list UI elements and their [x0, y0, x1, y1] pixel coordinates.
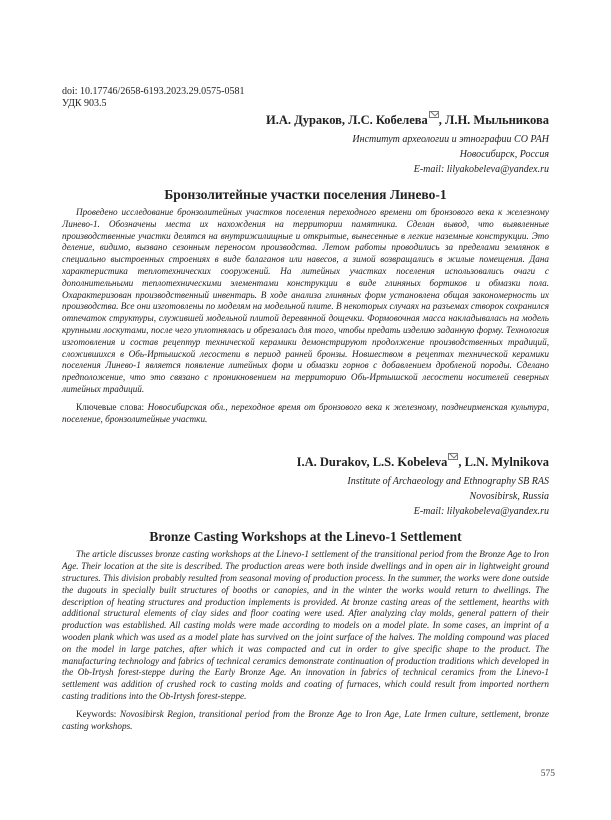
affiliation-en [62, 474, 549, 519]
envelope-icon[interactable] [429, 111, 439, 118]
keywords-text: Novosibirsk Region, transitional period from the Bronze Age to Iron Age, Late Irmen culture, settlement, bronze casting workshops. [62, 708, 549, 731]
authors-en [62, 455, 549, 470]
doi: doi: 10.17746/2658-6193.2023.29.0575-0581 [62, 86, 245, 97]
authors-ru [62, 113, 549, 128]
abstract-en: The article discusses bronze casting workshops at the Linevo-1 settlement of the transitional period from the Bronze Age to Iron Age. Their location at the site is described. The production areas were both inside dwellings and in open air in lightweight ground structures. This division probably resulted from seasonal moving of production process. In the summer, the works were done outside the dugouts in specially built structures of booths or canopies, and in the winter the works would return to dwellings. The description of heating structures and production implements is provided. At bronze casting areas of the settlement, hearths with additional structural elements of clay sides and floor coating were used. After analyzing clay molds, general pattern of their production was established. All casting molds were made according to models on a model plate. In some cases, an imprint of a wooden plank which was used as a model plate has survived on the joint surface of the halves. The molding compound was placed on the model in large patches, after which it was compacted and cut in order to give specific shape to the product. The manufacturing technology and fabrics of technical ceramics demonstrate continuation of production traditions which developed in the Ob-Irtysh forest-steppe during the Early Bronze Age. An innovation in fabrics of technical ceramics from the Linevo-1 settlement was addition of crushed rock to casting molds and coating of furnaces, which could result from imported northern casting traditions into the Ob-Irtysh forest-steppe. [62, 549, 549, 701]
authors-ru-first: И.А. Дураков, Л.С. Кобелева [266, 113, 428, 127]
institute: Institute of Archaeology and Ethnography SB RAS [347, 476, 549, 488]
page-number: 575 [540, 769, 555, 780]
authors-ru-last: , Л.Н. Мыльникова [438, 113, 549, 127]
keywords-ru [62, 402, 549, 426]
authors-en-first: I.A. Durakov, L.S. Kobeleva [296, 455, 448, 470]
abstract-ru: Проведено исследование бронзолитейных участков поселения переходного времени от бронзового века к железному Линево-1. Обозначены места их нахождения на территории памятника. Сделан вывод, что выявленные производственные участки делятся на внутрижилищные и открытые, вынесенные в легкие наземные конструкции. Это деление, видимо, вызвано сезонным переносом производства. Летом работы проводились за пределами землянок в специально выстроенных строениях в виде балаганов или навесов, а зимой возвращались в жилые помещения. Дана характеристика теплотехнических сооружений. На литейных участках поселения использовались очаги с дополнительными теплотехническими элементами конструкции в виде глиняных бортиков и обмазки пола. Охарактеризован производственный инвентарь. В ходе анализа глиняных форм установлена общая закономерность их производства. Все они изготовлены по моделям на модельной плите. В некоторых случаях на разъемах створок сохранился отпечаток структуры, служившей модельной плитой деревянной дощечки. Формовочная масса накладывалась на модель крупными лоскутами, после чего уплотнялась и обрезалась для того, чтобы предать изделию заданную форму. Технология изготовления и состав рецептур технической керамики демонстрируют продолжение производственных традиций, сложившихся в Обь-Иртышской лесостепи в период ранней бронзы. Новшеством в рецептах технической керамики поселения Линево-1 является появление литейных форм и обмазки горнов с добавлением дробленой породы. Сделано предположение, что это связано с проникновением на территорию Обь-Иртышской лесостепи носителей северных литейных традиций. [62, 207, 549, 394]
keywords-text: Новосибирская обл., переходное время от бронзового века к железному, позднеирменская культура, поселение, бронзолитейные участки. [62, 401, 549, 424]
keywords-label: Keywords: [76, 708, 120, 719]
english-section [62, 455, 549, 732]
institute: Институт археологии и этнографии СО РАН [352, 134, 549, 145]
city: Novosibirsk, Russia [469, 491, 549, 503]
affiliation-ru [62, 132, 549, 177]
keywords-label: Ключевые слова: [76, 401, 148, 412]
authors-en-last: , L.N. Mylnikova [458, 455, 549, 470]
keywords-en [62, 709, 549, 733]
title-ru: Бронзолитейные участки поселения Линево-1 [164, 187, 447, 202]
city: Новосибирск, Россия [459, 149, 549, 160]
envelope-icon[interactable] [448, 453, 458, 460]
title-en: Bronze Casting Workshops at the Linevo-1 Settlement [149, 529, 462, 545]
email[interactable]: E-mail: lilyakobeleva@yandex.ru [413, 164, 549, 175]
udk: УДК 903.5 [62, 98, 107, 109]
email[interactable]: E-mail: lilyakobeleva@yandex.ru [413, 506, 549, 518]
